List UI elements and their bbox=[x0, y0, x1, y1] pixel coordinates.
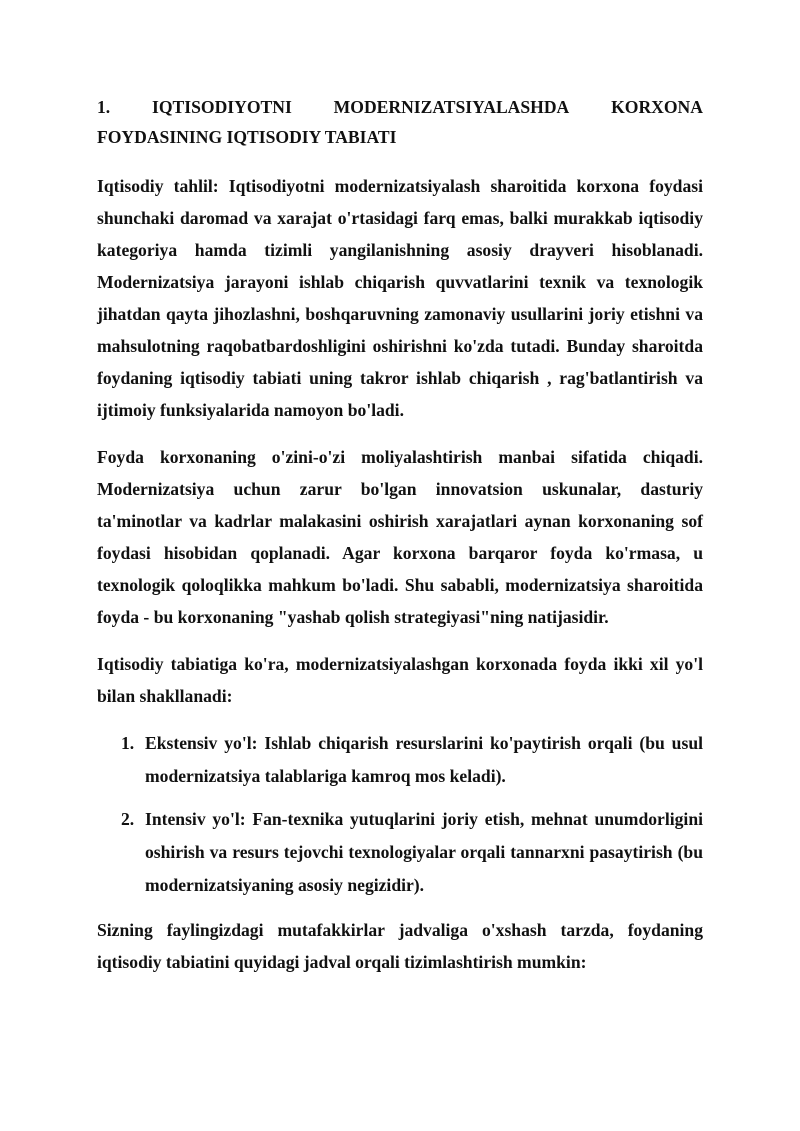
document-page bbox=[97, 92, 703, 993]
heading-word-2: MODERNIZATSIYALASHDA bbox=[333, 97, 570, 117]
list-item-text: Ekstensiv yo'l: Ishlab chiqarish resurslarini ko'paytirish orqali (bu usul modernizatsiya talablariga kamroq mos keladi). bbox=[145, 733, 703, 786]
paragraph-closing: Sizning faylingizdagi mutafakkirlar jadvaliga o'xshash tarzda, foydaning iqtisodiy tabiatini quyidagi jadval orqali tizimlashtirish mumkin: bbox=[97, 920, 703, 972]
list-item-number: 2. bbox=[121, 809, 135, 829]
heading-line-2: FOYDASINING IQTISODIY TABIATI bbox=[97, 127, 397, 147]
paragraph-analysis: Iqtisodiy tahlil: Iqtisodiyotni modernizatsiyalash sharoitida korxona foydasi shunchaki daromad va xarajat o'rtasidagi farq emas, balki murakkab iqtisodiy kategoriya hamda tizimli yangilanishning asosiy drayveri hisoblanadi. Modernizatsiya jarayoni ishlab chiqarish quvvatlarini texnik va texnologik jihatdan qayta jihozlashni, boshqaruvning zamonaviy usullarini joriy etishni va mahsulotning raqobatbardoshligini oshirishni ko'zda tutadi. Bunday sharoitda foydaning iqtisodiy tabiati uning takror ishlab chiqarish , rag'batlantirish va ijtimoiy funksiyalarida namoyon bo'ladi. bbox=[97, 176, 703, 420]
formation-ways-list bbox=[97, 727, 703, 902]
heading-word-3: KORXONA bbox=[611, 97, 703, 117]
list-item-number: 1. bbox=[121, 733, 135, 753]
heading-line-1 bbox=[97, 92, 703, 122]
heading-word-1: IQTISODIYOTNI bbox=[152, 97, 292, 117]
list-item bbox=[97, 727, 703, 793]
list-item-text: Intensiv yo'l: Fan-texnika yutuqlarini joriy etish, mehnat unumdorligini oshirish va resurs tejovchi texnologiyalar orqali tannarxni pasaytirish (bu modernizatsiyaning asosiy negizidir). bbox=[145, 809, 703, 895]
paragraph-formation-ways: Iqtisodiy tabiatiga ko'ra, modernizatsiyalashgan korxonada foyda ikki xil yo'l bilan shakllanadi: bbox=[97, 654, 703, 706]
list-item bbox=[97, 803, 703, 902]
paragraph-self-financing: Foyda korxonaning o'zini-o'zi moliyalashtirish manbai sifatida chiqadi. Modernizatsiya uchun zarur bo'lgan innovatsion uskunalar, dasturiy ta'minotlar va kadrlar malakasini oshirish xarajatlari aynan korxonaning sof foydasi hisobidan qoplanadi. Agar korxona barqaror foyda ko'rmasa, u texnologik qoloqlikka mahkum bo'ladi. Shu sababli, modernizatsiya sharoitida foyda - bu korxonaning "yashab qolish strategiyasi"ning natijasidir. bbox=[97, 447, 703, 627]
heading-number: 1. bbox=[97, 97, 111, 117]
